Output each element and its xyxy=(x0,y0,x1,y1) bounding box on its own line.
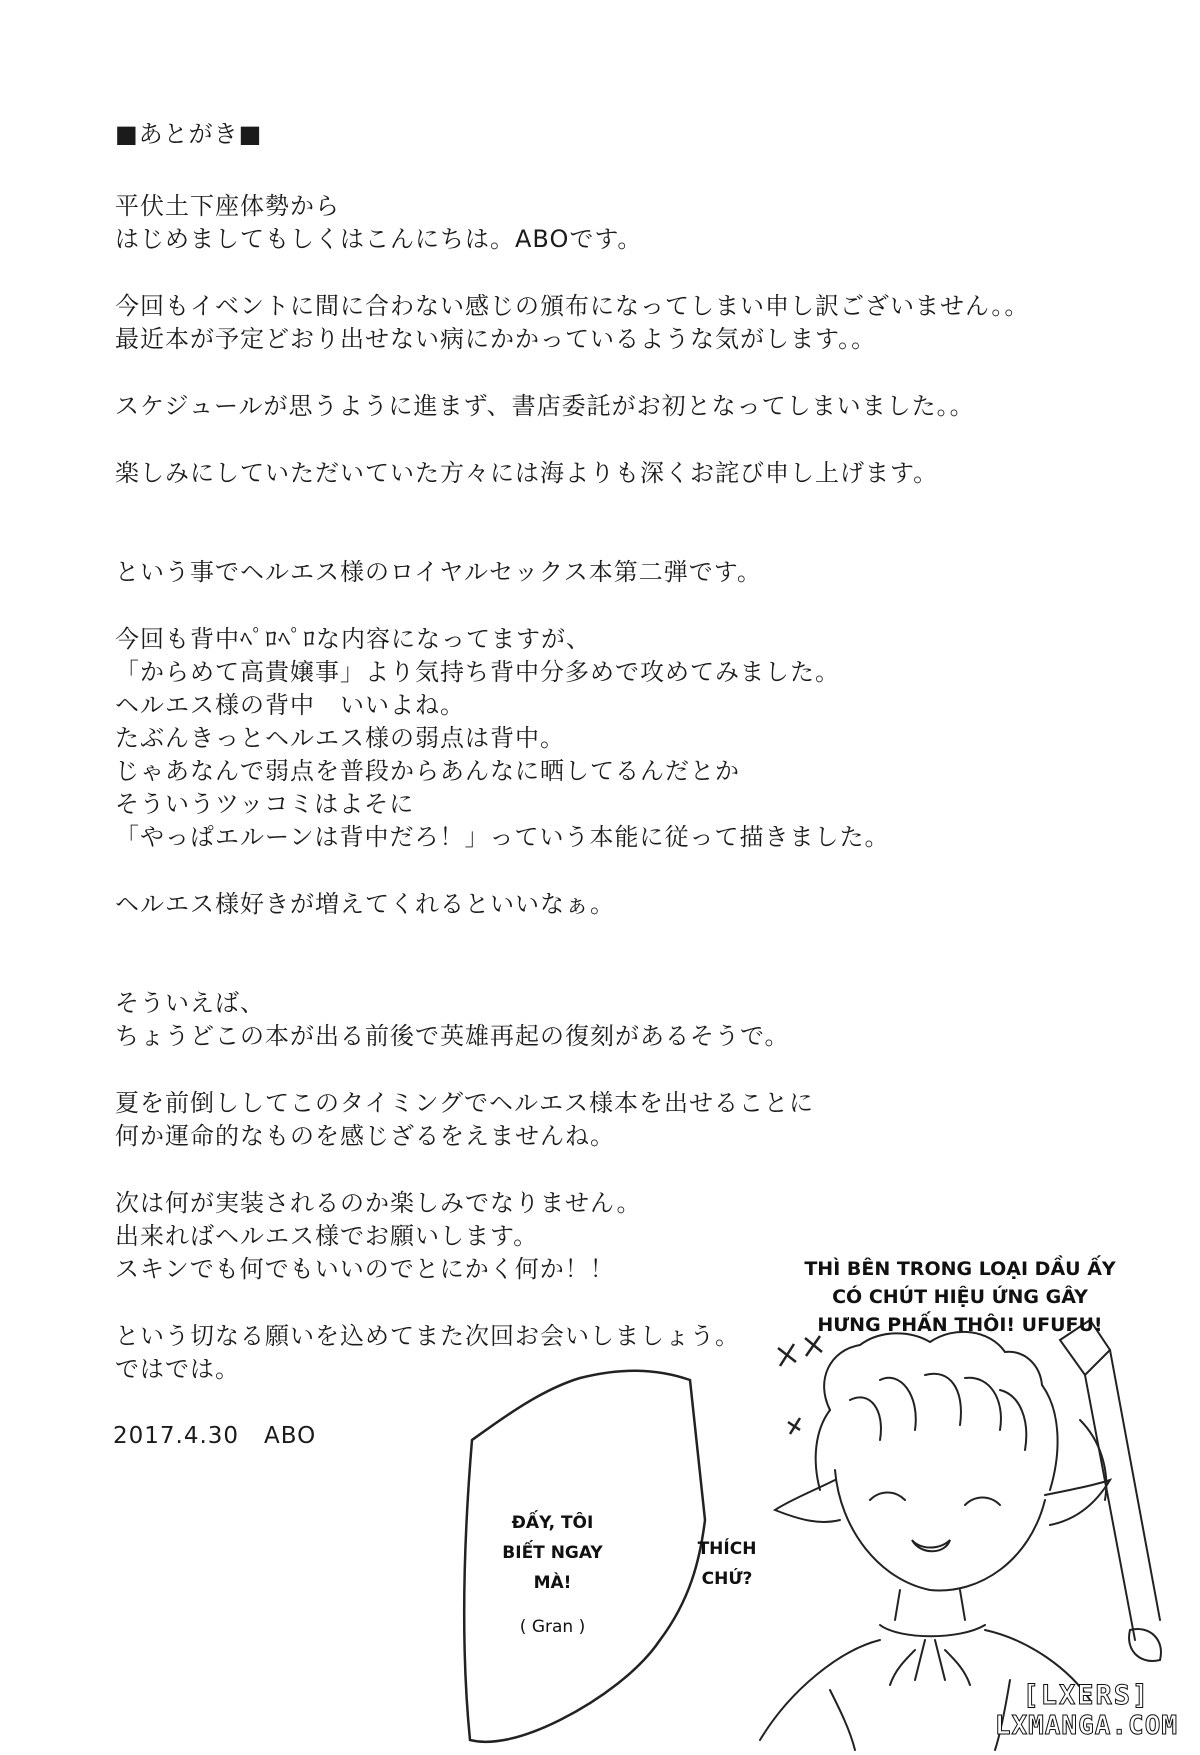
text-line: スケジュールが思うように進まず、書店委託がお初となってしまいました。。 xyxy=(115,392,975,420)
watermark-bottom: LXMANGA.COM xyxy=(994,1711,1178,1741)
afterword-heading: ■あとがき■ xyxy=(115,120,263,148)
text-line: 出来ればヘルエス様でお願いします。 xyxy=(115,1222,539,1250)
dialogue-line: BIẾT NGAY xyxy=(502,1543,603,1563)
text-line: 今回もイベントに間に合わない感じの頒布になってしまい申し訳ございません。。 xyxy=(115,292,1030,320)
speaker-tag: ( Gran ) xyxy=(519,1617,586,1637)
afterword-text-block xyxy=(115,118,1030,1420)
paragraph-content xyxy=(115,623,1015,854)
dialogue-line: THÌ BÊN TRONG LOẠI DẦU ẤY xyxy=(804,1258,1116,1280)
dialogue-gran xyxy=(455,1508,650,1642)
paragraph-schedule xyxy=(115,390,1015,423)
watermark-top: [LXERS] xyxy=(1022,1680,1151,1711)
text-line: 最近本が予定どおり出せない病にかかっているような気がします。。 xyxy=(115,325,877,353)
watermark xyxy=(995,1681,1178,1741)
dialogue-line: CÓ CHÚT HIỆU ỨNG GÂY xyxy=(832,1286,1088,1308)
paragraph-apology xyxy=(115,290,1030,356)
text-line: そういえば、 xyxy=(115,989,265,1017)
text-line: 「からめて高貴嬢事」より気持ち背中分多めで攻めてみました。 xyxy=(115,658,840,686)
paragraph-event xyxy=(115,987,1015,1053)
text-line: 楽しみにしていただいていた方々には海よりも深くお詫び申し上げます。 xyxy=(115,459,939,487)
dialogue-line: MÀ! xyxy=(533,1573,572,1593)
text-line: はじめましてもしくはこんにちは。ABOです。 xyxy=(115,225,643,253)
dialogue-top-right xyxy=(800,1255,1120,1339)
text-line: 夏を前倒ししてこのタイミングでヘルエス様本を出せることに xyxy=(115,1089,815,1117)
paragraph-fate xyxy=(115,1087,1015,1153)
text-line: 今回も背中ﾍﾟﾛﾍﾟﾛな内容になってますが、 xyxy=(115,625,591,653)
text-line: 次は何が実装されるのか楽しみでなりません。 xyxy=(115,1189,642,1217)
paragraph-greeting xyxy=(115,190,1015,256)
text-line: という切なる願いを込めてまた次回お会いしましょう。 xyxy=(115,1322,740,1350)
text-line: 「やっぱエルーンは背中だろ！」っていう本能に従って描きました。 xyxy=(115,823,890,851)
dialogue-middle xyxy=(672,1534,782,1594)
paragraph-wish xyxy=(115,888,1015,921)
dialogue-line: HƯNG PHẤN THÔI! UFUFU! xyxy=(817,1314,1103,1336)
dialogue-line: THÍCH xyxy=(697,1539,757,1559)
paragraph-intro xyxy=(115,556,1015,589)
text-line: という事でヘルエス様のロイヤルセックス本第二弾です。 xyxy=(115,558,762,586)
signature-date: 2017.4.30 xyxy=(113,1423,240,1449)
signature-author: ABO xyxy=(264,1423,317,1449)
text-line: ヘルエス様好きが増えてくれるといいなぁ。 xyxy=(115,890,615,918)
text-line: そういうツッコミはよそに xyxy=(115,790,415,818)
signature-line xyxy=(113,1423,316,1449)
text-line: 平伏土下座体勢から xyxy=(115,192,340,220)
text-line: じゃあなんで弱点を普段からあんなに晒してるんだとか xyxy=(115,757,740,785)
text-line: たぶんきっとヘルエス様の弱点は背中。 xyxy=(115,724,565,752)
text-line: スキンでも何でもいいのでとにかく何か！！ xyxy=(115,1255,615,1283)
paragraph-regret xyxy=(115,457,1015,490)
text-line: 何か運命的なものを感じざるをえませんね。 xyxy=(115,1122,615,1150)
text-line: ヘルエス様の背中 いいよね。 xyxy=(115,691,465,719)
text-line: ちょうどこの本が出る前後で英雄再起の復刻があるそうで。 xyxy=(115,1022,790,1050)
dialogue-line: CHỨ? xyxy=(701,1569,753,1589)
dialogue-line: ĐẤY, TÔI xyxy=(511,1513,594,1533)
text-line: ではでは。 xyxy=(115,1355,240,1383)
